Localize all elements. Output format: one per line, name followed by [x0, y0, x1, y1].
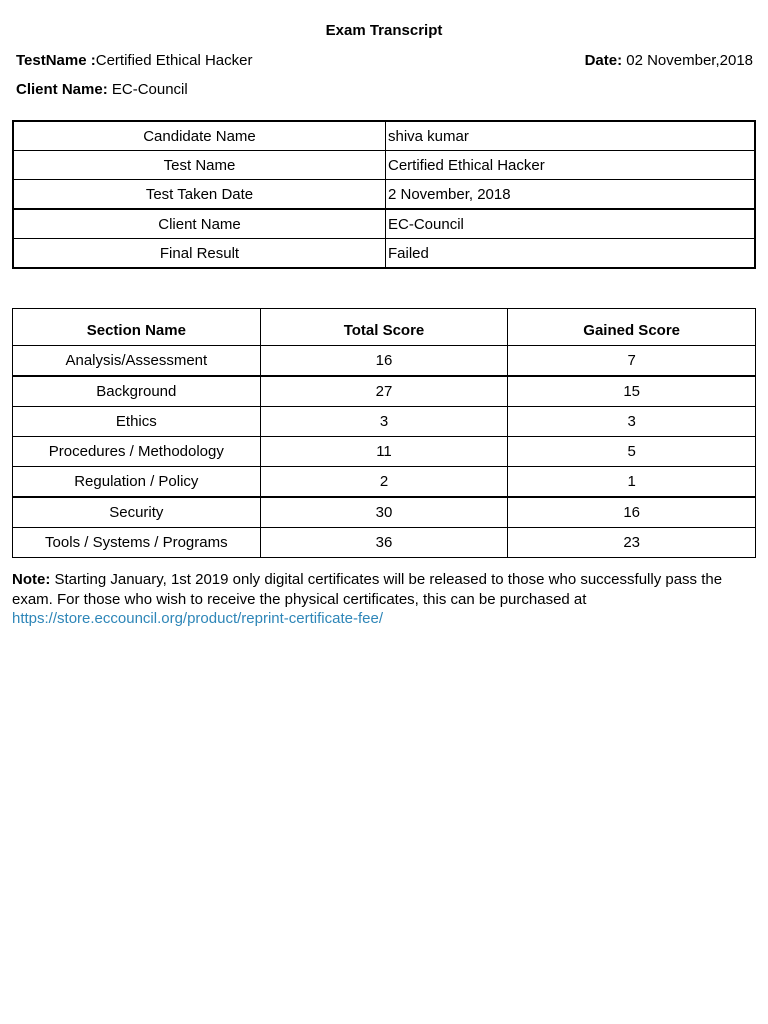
- client-value: EC-Council: [107, 81, 188, 98]
- total-score-cell: 2: [260, 467, 508, 498]
- info-key: Candidate Name: [13, 121, 386, 151]
- gained-score-cell: 1: [508, 467, 756, 498]
- gained-score-cell: 15: [508, 376, 756, 407]
- date-label: Date:: [584, 52, 623, 69]
- table-header-row: [13, 309, 756, 346]
- client-label: Client Name:: [16, 81, 108, 98]
- table-row: [13, 209, 755, 239]
- info-key: Test Name: [13, 151, 386, 180]
- test-name-value: Certified Ethical Hacker: [95, 52, 253, 69]
- section-name-cell: Tools / Systems / Programs: [13, 528, 261, 558]
- table-row: [13, 437, 756, 467]
- column-header-section: Section Name: [13, 309, 261, 346]
- section-name-cell: Security: [13, 497, 261, 528]
- date-line: [585, 52, 753, 69]
- table-row: [13, 151, 755, 180]
- date-value: 02 November,2018: [622, 52, 753, 69]
- table-row: [13, 497, 756, 528]
- table-row: [13, 528, 756, 558]
- client-line: [16, 81, 188, 98]
- gained-score-cell: 16: [508, 497, 756, 528]
- test-name-line: [16, 52, 252, 69]
- table-row: [13, 467, 756, 498]
- section-name-cell: Ethics: [13, 407, 261, 437]
- table-row: [13, 121, 755, 151]
- table-row: [13, 239, 755, 269]
- column-header-total: Total Score: [260, 309, 508, 346]
- info-value: 2 November, 2018: [386, 180, 756, 210]
- gained-score-cell: 3: [508, 407, 756, 437]
- table-row: [13, 180, 755, 210]
- gained-score-cell: 23: [508, 528, 756, 558]
- column-header-gained: Gained Score: [508, 309, 756, 346]
- final-result-value: Failed: [386, 239, 756, 269]
- total-score-cell: 3: [260, 407, 508, 437]
- section-scores-table: [12, 308, 756, 558]
- candidate-info-table: [12, 120, 756, 269]
- info-value: Certified Ethical Hacker: [386, 151, 756, 180]
- total-score-cell: 16: [260, 346, 508, 377]
- section-name-cell: Background: [13, 376, 261, 407]
- info-key: Final Result: [13, 239, 386, 269]
- total-score-cell: 11: [260, 437, 508, 467]
- gained-score-cell: 7: [508, 346, 756, 377]
- section-name-cell: Regulation / Policy: [13, 467, 261, 498]
- info-value: EC-Council: [386, 209, 756, 239]
- note-text: Starting January, 1st 2019 only digital certificates will be released to those who successfully pass the exam. For those who wish to receive the physical certificates, this can be purchased at: [12, 571, 723, 608]
- info-key: Test Taken Date: [13, 180, 386, 210]
- table-row: [13, 346, 756, 377]
- page-title: Exam Transcript: [325, 22, 443, 39]
- info-key: Client Name: [13, 209, 386, 239]
- total-score-cell: 30: [260, 497, 508, 528]
- total-score-cell: 27: [260, 376, 508, 407]
- gained-score-cell: 5: [508, 437, 756, 467]
- reprint-certificate-link[interactable]: https://store.eccouncil.org/product/reprint-certificate-fee/: [12, 610, 384, 627]
- test-name-label: TestName :: [16, 52, 96, 69]
- table-row: [13, 376, 756, 407]
- table-row: [13, 407, 756, 437]
- total-score-cell: 36: [260, 528, 508, 558]
- section-name-cell: Procedures / Methodology: [13, 437, 261, 467]
- note-label: Note:: [12, 571, 51, 588]
- info-value: shiva kumar: [386, 121, 756, 151]
- note-paragraph: [12, 570, 756, 629]
- section-name-cell: Analysis/Assessment: [13, 346, 261, 377]
